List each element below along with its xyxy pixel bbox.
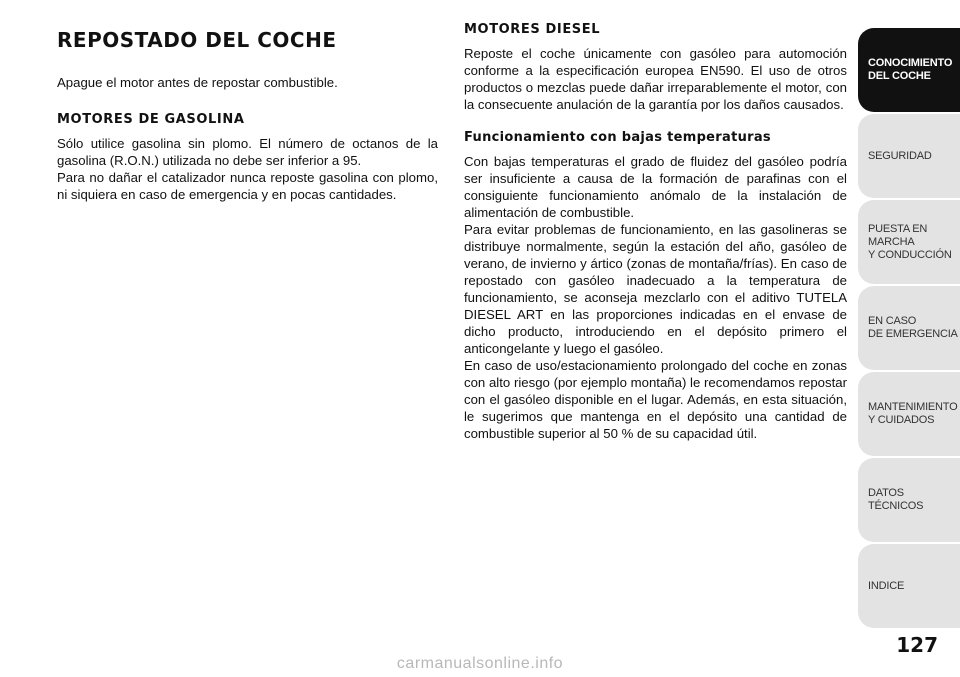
tab-conocimiento-del-coche[interactable] (858, 28, 960, 112)
low-temp-heading: Funcionamiento con bajas temperaturas (464, 130, 771, 145)
tab-label: MANTENIMIENTO Y CUIDADOS (868, 401, 958, 426)
low-temp-paragraph-3: En caso de uso/estacionamiento prolongado del coche en zonas con alto riesgo (por ejemplo montaña) le recomendamos repostar con el gasóleo disponible en el lugar. Además, en esta situación, le sugerimos que mantenga en el depósito una cantidad de combustible superior al 50 % de su capacidad útil. (464, 358, 847, 441)
tab-label: SEGURIDAD (868, 149, 932, 162)
gasoline-paragraph-1: Sólo utilice gasolina sin plomo. El número de octanos de la gasolina (R.O.N.) utilizada no debe ser inferior a 95. (57, 136, 438, 168)
page-number: 127 (896, 633, 938, 657)
tab-label: INDICE (868, 579, 905, 592)
tab-mantenimiento[interactable] (858, 372, 960, 456)
tab-label: EN CASO DE EMERGENCIA (868, 315, 958, 340)
intro-paragraph: Apague el motor antes de repostar combustible. (57, 75, 338, 90)
tab-indice[interactable] (858, 544, 960, 628)
tab-seguridad[interactable] (858, 114, 960, 198)
section-tabs (858, 28, 960, 630)
watermark: carmanualsonline.info (396, 655, 564, 672)
left-column (57, 22, 438, 203)
diesel-paragraph: Reposte el coche únicamente con gasóleo para automoción conforme a la especificación europea EN590. El uso de otros productos o mezclas puede dañar irreparablemente el motor, con la consecuente anulación de la garantía por los daños causados. (464, 46, 847, 112)
tab-puesta-en-marcha[interactable] (858, 200, 960, 284)
gasoline-heading: MOTORES DE GASOLINA (57, 112, 245, 127)
page-title: REPOSTADO DEL COCHE (57, 28, 337, 52)
tab-label: CONOCIMIENTO DEL COCHE (868, 57, 953, 82)
tab-label: PUESTA EN MARCHA Y CONDUCCIÓN (868, 222, 952, 261)
low-temp-paragraph-2: Para evitar problemas de funcionamiento, en las gasolineras se distribuye normalmente, según la estación del año, gasóleo de verano, de invierno y ártico (zonas de montaña/frías). En caso de repostado con gasóleo inadecuado a la temperatura de funcionamiento, se aconseja mezclarlo con el aditivo TUTELA DIESEL ART en las proporciones indicadas en el envase de dicho producto, introduciendo en el depósito primero el anticongelante y luego el gasóleo. (464, 222, 847, 356)
tab-label: DATOS TÉCNICOS (868, 487, 924, 512)
right-column (464, 22, 847, 442)
low-temp-paragraph-1: Con bajas temperaturas el grado de fluidez del gasóleo podría ser insuficiente a causa de la formación de parafinas con el consiguiente funcionamiento anómalo de la instalación de alimentación de combustible. (464, 154, 847, 220)
diesel-heading: MOTORES DIESEL (464, 22, 601, 37)
tab-datos-tecnicos[interactable] (858, 458, 960, 542)
tab-en-caso-de-emergencia[interactable] (858, 286, 960, 370)
gasoline-paragraph-2: Para no dañar el catalizador nunca reposte gasolina con plomo, ni siquiera en caso de emergencia y en pocas cantidades. (57, 170, 438, 202)
